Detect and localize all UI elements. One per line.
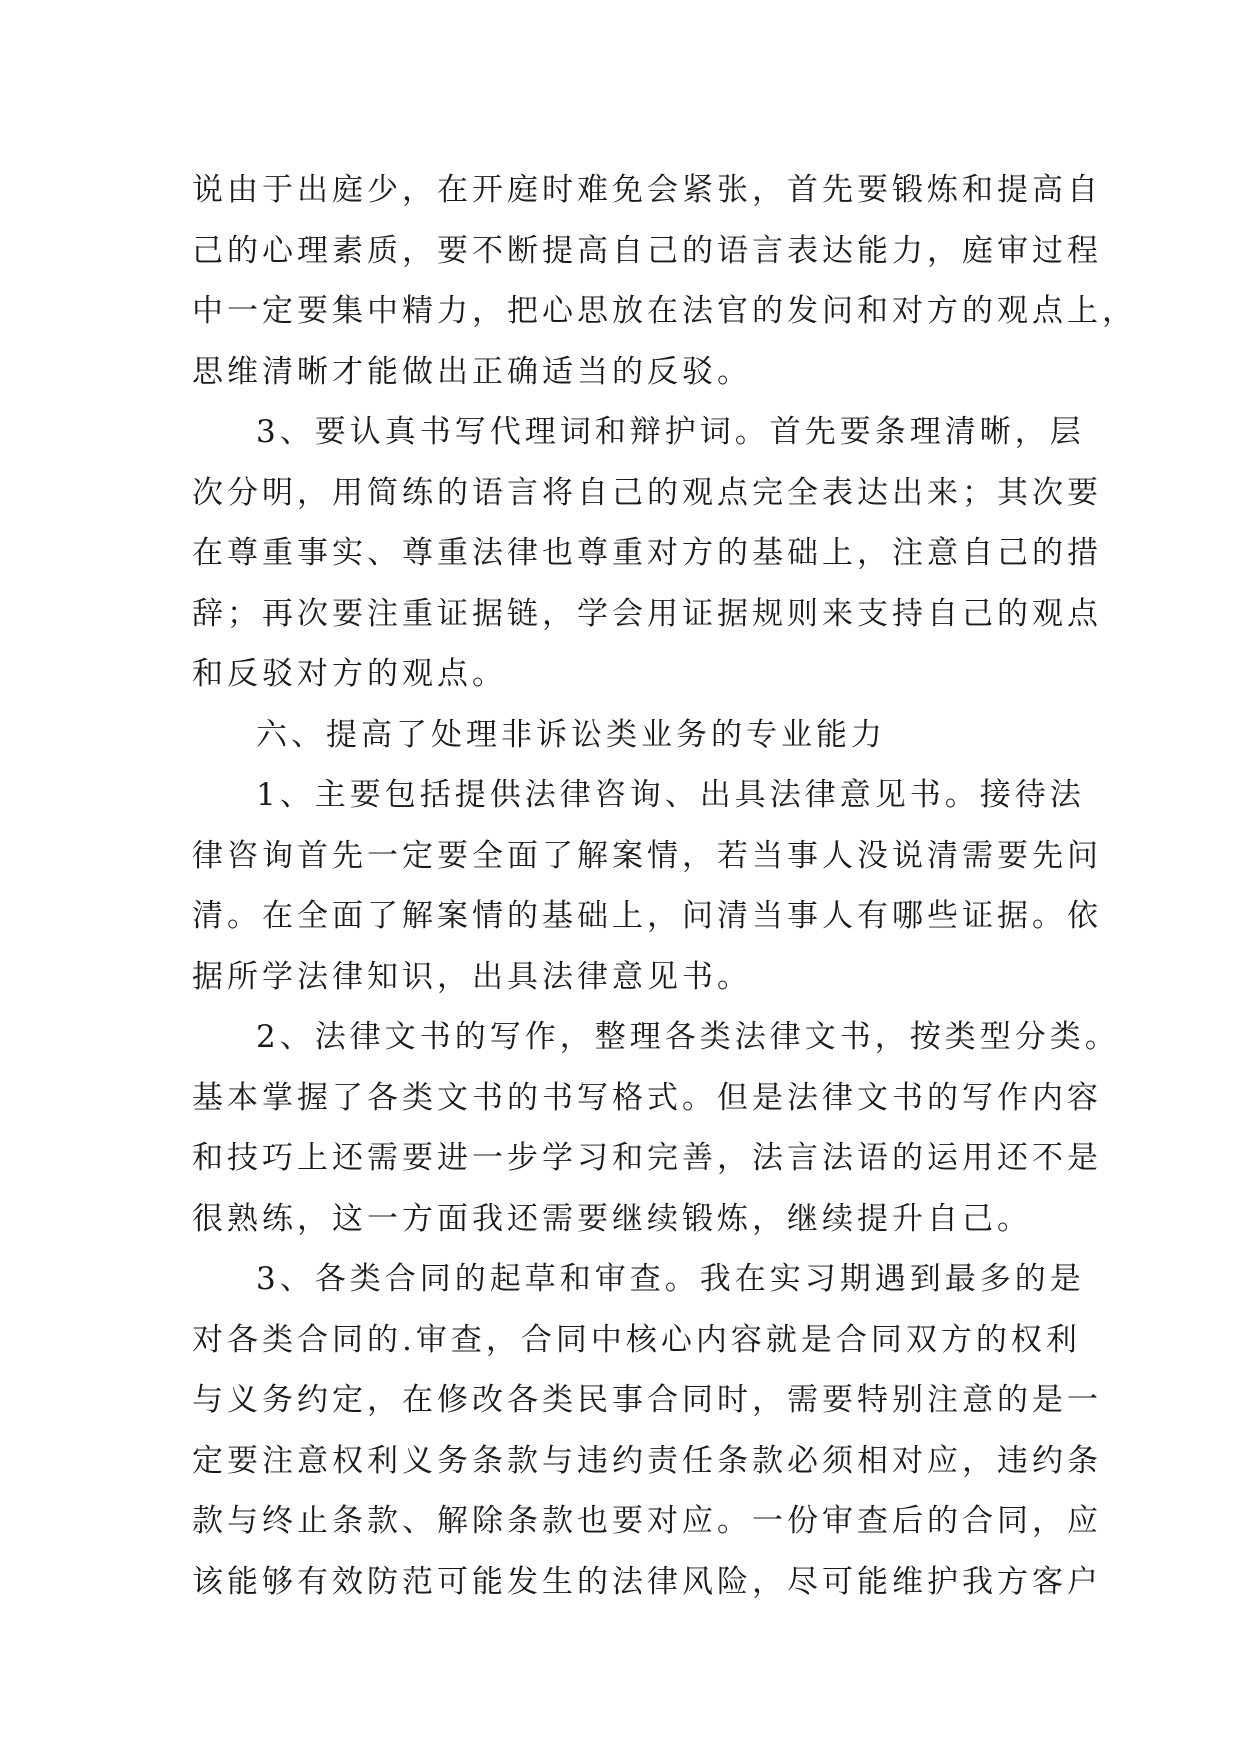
text-line: 和反驳对方的观点。 bbox=[192, 656, 507, 692]
section-heading: 六、提高了处理非诉讼类业务的专业能力 bbox=[256, 716, 886, 753]
text-line: 很熟练，这一方面我还需要继续锻炼，继续提升自己。 bbox=[192, 1200, 1032, 1237]
text-line: 说由于出庭少，在开庭时难免会紧张，首先要锻炼和提高自 bbox=[192, 172, 1102, 208]
text-line: 辞；再次要注重证据链，学会用证据规则来支持自己的观点 bbox=[192, 595, 1102, 632]
text-line: 中一定要集中精力，把心思放在法官的发问和对方的观点上， bbox=[192, 293, 1137, 329]
text-line: 定要注意权利义务条款与违约责任条款必须相对应，违约条 bbox=[192, 1442, 1102, 1479]
document-body bbox=[192, 160, 1137, 1612]
text-line: 清。在全面了解案情的基础上，问清当事人有哪些证据。依 bbox=[192, 898, 1102, 934]
text-line: 在尊重事实、尊重法律也尊重对方的基础上，注意自己的措 bbox=[192, 535, 1102, 571]
paragraph-first-line: 3、要认真书写代理词和辩护词。首先要条理清晰，层 bbox=[256, 414, 1085, 450]
text-line: 款与终止条款、解除条款也要对应。一份审查后的合同，应 bbox=[192, 1503, 1102, 1539]
paragraph-first-line: 3、各类合同的起草和审查。我在实习期遇到最多的是 bbox=[256, 1261, 1085, 1297]
text-line: 次分明，用简练的语言将自己的观点完全表达出来；其次要 bbox=[192, 474, 1102, 511]
text-line: 该能够有效防范可能发生的法律风险，尽可能维护我方客户 bbox=[192, 1563, 1102, 1600]
text-line: 对各类合同的.审查，合同中核心内容就是合同双方的权利 bbox=[192, 1321, 1081, 1358]
text-line: 据所学法律知识，出具法律意见书。 bbox=[192, 958, 752, 995]
paragraph-first-line: 2、法律文书的写作，整理各类法律文书，按类型分类。 bbox=[256, 1019, 1120, 1055]
text-line: 己的心理素质，要不断提高自己的语言表达能力，庭审过程 bbox=[192, 232, 1102, 269]
text-line: 思维清晰才能做出正确适当的反驳。 bbox=[192, 353, 752, 390]
paragraph-first-line: 1、主要包括提供法律咨询、出具法律意见书。接待法 bbox=[256, 777, 1085, 813]
text-line: 和技巧上还需要进一步学习和完善，法言法语的运用还不是 bbox=[192, 1140, 1102, 1176]
text-line: 基本掌握了各类文书的书写格式。但是法律文书的写作内容 bbox=[192, 1079, 1102, 1116]
text-line: 与义务约定，在修改各类民事合同时，需要特别注意的是一 bbox=[192, 1382, 1102, 1418]
text-line: 律咨询首先一定要全面了解案情，若当事人没说清需要先问 bbox=[192, 837, 1102, 874]
